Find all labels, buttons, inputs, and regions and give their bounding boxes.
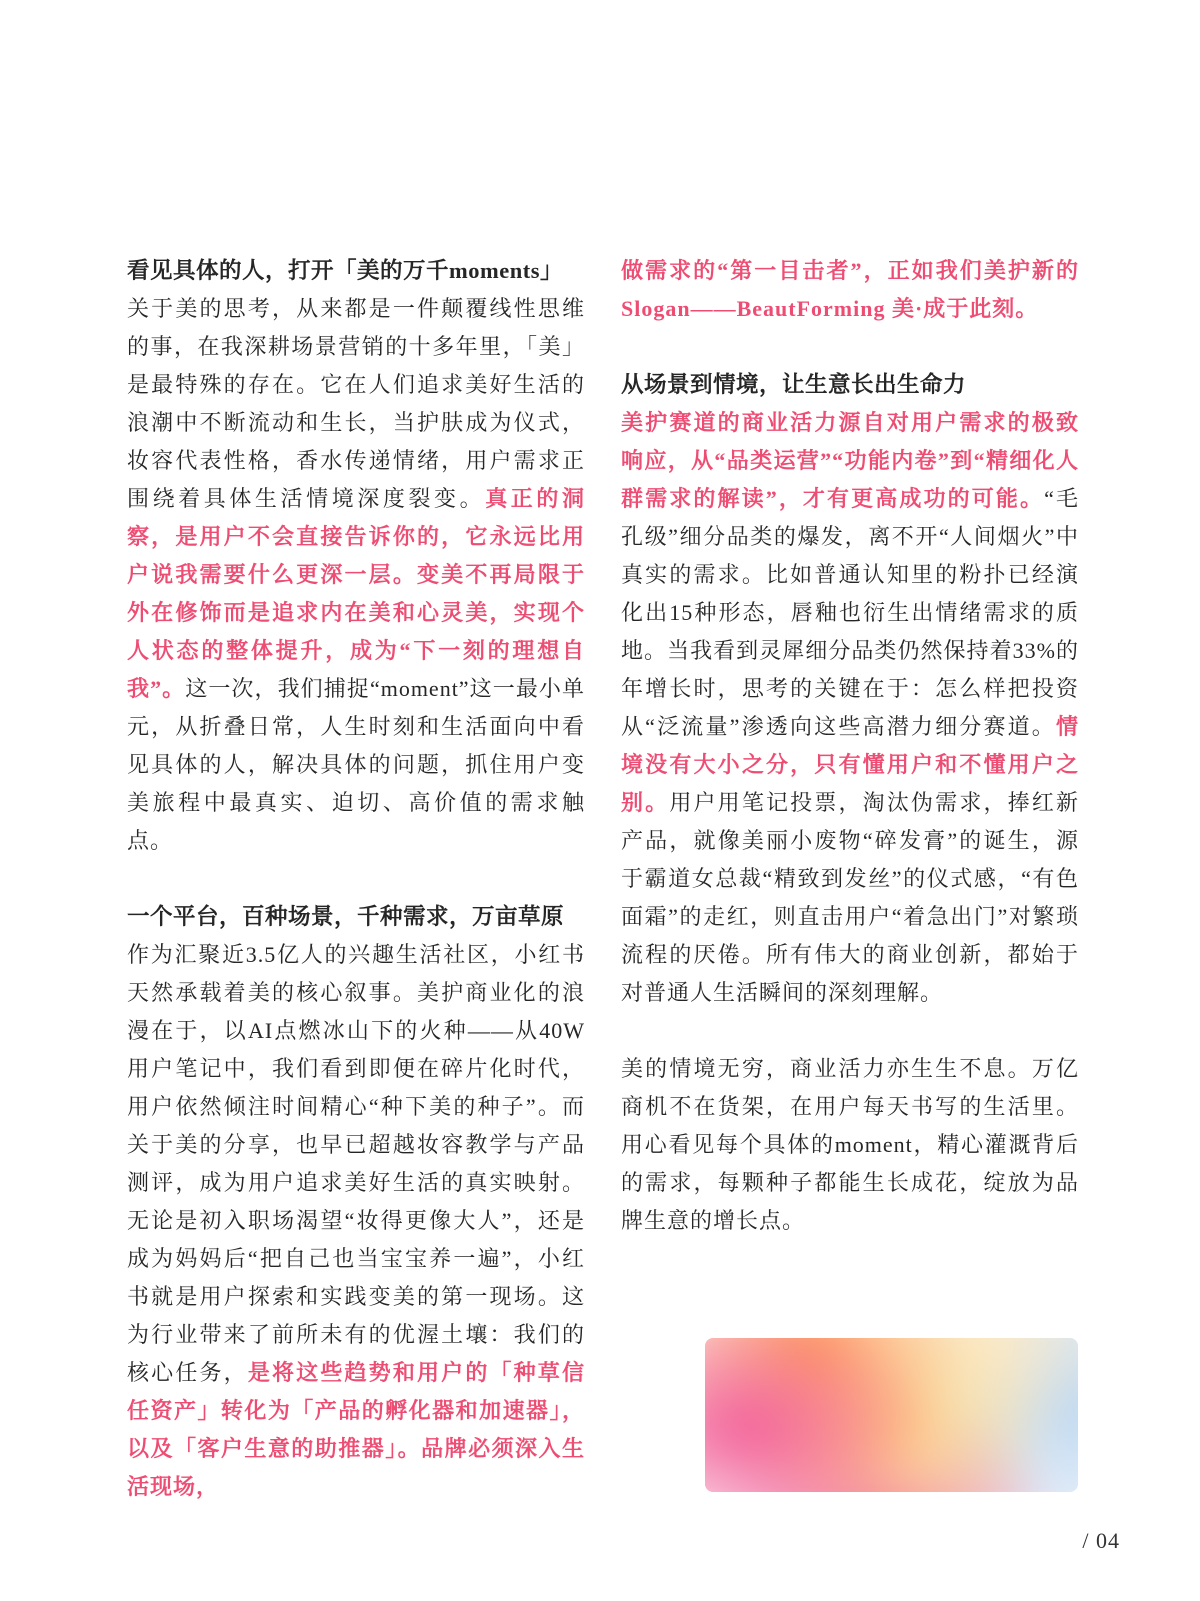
right-column bbox=[621, 252, 1079, 1240]
paragraph-slogan bbox=[621, 252, 1079, 328]
text-run: 美的情境无穷，商业活力亦生生不息。万亿商机不在货架，在用户每天书写的生活里。用心看见每个具体的moment，精心灌溉背后的需求，每颗种子都能生长成花，绽放为品牌生意的增长点。 bbox=[621, 1056, 1079, 1233]
gradient-artwork bbox=[705, 1338, 1078, 1492]
text-run-accent: 是将这些趋势和用户的「种草信任资产」转化为「产品的孵化器和加速器」，以及「客户生意的助推器」。品牌必须深入生活现场， bbox=[127, 1360, 585, 1499]
text-run: 作为汇聚近3.5亿人的兴趣生活社区，小红书天然承载着美的核心叙事。美护商业化的浪漫在于，以AI点燃冰山下的火种——从40W用户笔记中，我们看到即便在碎片化时代，用户依然倾注时间精心“种下美的种子”。而关于美的分享，也早已超越妆容教学与产品测评，成为用户追求美好生活的真实映射。无论是初入职场渴望“妆得更像大人”，还是成为妈妈后“把自己也当宝宝养一遍”，小红书就是用户探索和实践变美的第一现场。这为行业带来了前所未有的优渥土壤：我们的核心任务， bbox=[127, 942, 585, 1385]
paragraph-intro bbox=[127, 290, 585, 860]
text-run-accent: 情境没有大小之分，只有懂用户和不懂用户之别。 bbox=[621, 714, 1079, 815]
gradient-blur bbox=[705, 1338, 1078, 1492]
text-run: 关于美的思考，从来都是一件颠覆线性思维的事，在我深耕场景营销的十多年里，「美」是最特殊的存在。它在人们追求美好生活的浪潮中不断流动和生长，当护肤成为仪式，妆容代表性格，香水传递情绪，用户需求正围绕着具体生活情境深度裂变。 bbox=[127, 296, 585, 511]
paragraph-scene bbox=[621, 404, 1079, 1012]
text-run: 这一次，我们捕捉“moment”这一最小单元，从折叠日常，人生时刻和生活面向中看见具体的人，解决具体的问题，抓住用户变美旅程中最真实、迫切、高价值的需求触点。 bbox=[127, 676, 585, 853]
heading-scene: 从场景到情境，让生意长出生命力 bbox=[621, 372, 967, 397]
page-number: / 04 bbox=[1082, 1528, 1120, 1553]
text-run-accent: 真正的洞察，是用户不会直接告诉你的，它永远比用户说我需要什么更深一层。变美不再局限于外在修饰而是追求内在美和心灵美，实现个人状态的整体提升，成为“下一刻的理想自我”。 bbox=[127, 486, 585, 701]
text-run: “毛孔级”细分品类的爆发，离不开“人间烟火”中真实的需求。比如普通认知里的粉扑已经演化出15种形态，唇釉也衍生出情绪需求的质地。当我看到灵犀细分品类仍然保持着33%的年增长时，思考的关键在于：怎么样把投资从“泛流量”渗透向这些高潜力细分赛道。 bbox=[621, 486, 1079, 739]
paragraph-closing bbox=[621, 1050, 1079, 1240]
text-run: 用户用笔记投票，淘汰伪需求，捧红新产品，就像美丽小废物“碎发膏”的诞生，源于霸道女总裁“精致到发丝”的仪式感，“有色面霜”的走红，则直击用户“着急出门”对繁琐流程的厌倦。所有伟大的商业创新，都始于对普通人生活瞬间的深刻理解。 bbox=[621, 790, 1079, 1005]
text-run-accent: 做需求的“第一目击者”，正如我们美护新的Slogan——BeautForming 美·成于此刻。 bbox=[621, 258, 1079, 321]
heading-moments: 看见具体的人，打开「美的万千moments」 bbox=[127, 258, 563, 283]
left-column bbox=[127, 252, 585, 1506]
text-run-accent: 美护赛道的商业活力源自对用户需求的极致响应，从“品类运营”“功能内卷”到“精细化人群需求的解读”，才有更高成功的可能。 bbox=[621, 410, 1079, 511]
heading-platform: 一个平台，百种场景，千种需求，万亩草原 bbox=[127, 904, 565, 929]
paragraph-platform bbox=[127, 936, 585, 1506]
